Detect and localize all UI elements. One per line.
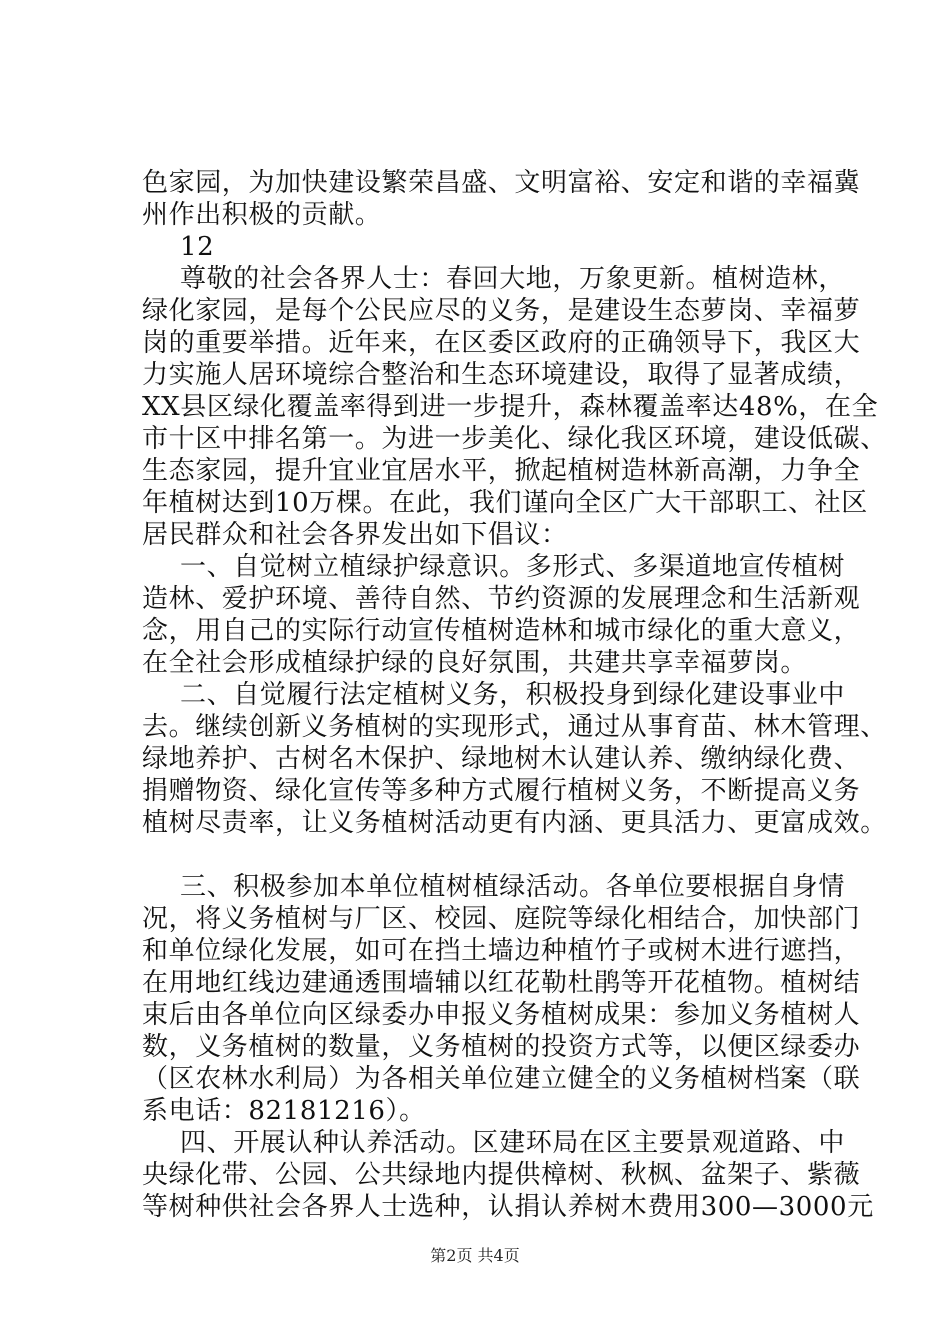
page-number-footer: 第2页 共4页 [430,1246,520,1265]
body-text-line: 年植树达到10万棵。在此，我们谨向全区广大干部职工、社区 [142,488,868,518]
body-text-line: 在全社会形成植绿护绿的良好氛围，共建共享幸福萝岗。 [142,648,808,678]
body-text-line: 植树尽责率，让义务植树活动更有内涵、更具活力、更富成效。 [142,808,887,838]
body-text-line: XX县区绿化覆盖率得到进一步提升，森林覆盖率达48%，在全 [142,392,879,422]
body-text-line: 绿化家园，是每个公民应尽的义务，是建设生态萝岗、幸福萝 [142,296,861,326]
body-text-line: 尊敬的社会各界人士：春回大地，万象更新。植树造林， [180,264,846,294]
body-text-line: 束后由各单位向区绿委办申报义务植树成果：参加义务植树人 [142,1000,861,1030]
body-text-line: 等树种供社会各界人士选种，认捐认养树木费用300—3000元 [142,1192,874,1222]
body-text-line: 绿地养护、古树名木保护、绿地树木认建认养、缴纳绿化费、 [142,744,861,774]
body-text-line: 岗的重要举措。近年来，在区委区政府的正确领导下，我区大 [142,328,861,358]
body-text-line: （区农林水利局）为各相关单位建立健全的义务植树档案（联 [142,1064,861,1094]
body-text-line: 力实施人居环境综合整治和生态环境建设，取得了显著成绩， [142,360,861,390]
body-text-line: 州作出积极的贡献。 [142,200,382,230]
body-text-line: 去。继续创新义务植树的实现形式，通过从事育苗、林木管理、 [142,712,887,742]
body-text-line: 三、积极参加本单位植树植绿活动。各单位要根据自身情 [180,872,846,902]
body-text-line: 生态家园，提升宜业宜居水平，掀起植树造林新高潮，力争全 [142,456,861,486]
body-text-line: 四、开展认种认养活动。区建环局在区主要景观道路、中 [180,1128,846,1158]
section-number: 12 [180,232,215,262]
body-text-line: 捐赠物资、绿化宣传等多种方式履行植树义务，不断提高义务 [142,776,861,806]
body-text-line: 居民群众和社会各界发出如下倡议： [142,520,568,550]
body-text-line: 和单位绿化发展，如可在挡土墙边种植竹子或树木进行遮挡， [142,936,861,966]
body-text-line: 在用地红线边建通透围墙辅以红花勒杜鹃等开花植物。植树结 [142,968,861,998]
body-text-line: 市十区中排名第一。为进一步美化、绿化我区环境，建设低碳、 [142,424,887,454]
body-text-line: 系电话：82181216）。 [142,1096,426,1126]
body-text-line: 念，用自己的实际行动宣传植树造林和城市绿化的重大意义， [142,616,861,646]
body-text-line: 数，义务植树的数量，义务植树的投资方式等，以便区绿委办 [142,1032,861,1062]
body-text-line: 色家园，为加快建设繁荣昌盛、文明富裕、安定和谐的幸福冀 [142,168,861,198]
body-text-line: 况，将义务植树与厂区、校园、庭院等绿化相结合，加快部门 [142,904,861,934]
body-text-line: 一、自觉树立植绿护绿意识。多形式、多渠道地宣传植树 [180,552,846,582]
body-text-line: 央绿化带、公园、公共绿地内提供樟树、秋枫、盆架子、紫薇 [142,1160,861,1190]
body-text-line: 造林、爱护环境、善待自然、节约资源的发展理念和生活新观 [142,584,861,614]
body-text-line: 二、自觉履行法定植树义务，积极投身到绿化建设事业中 [180,680,846,710]
